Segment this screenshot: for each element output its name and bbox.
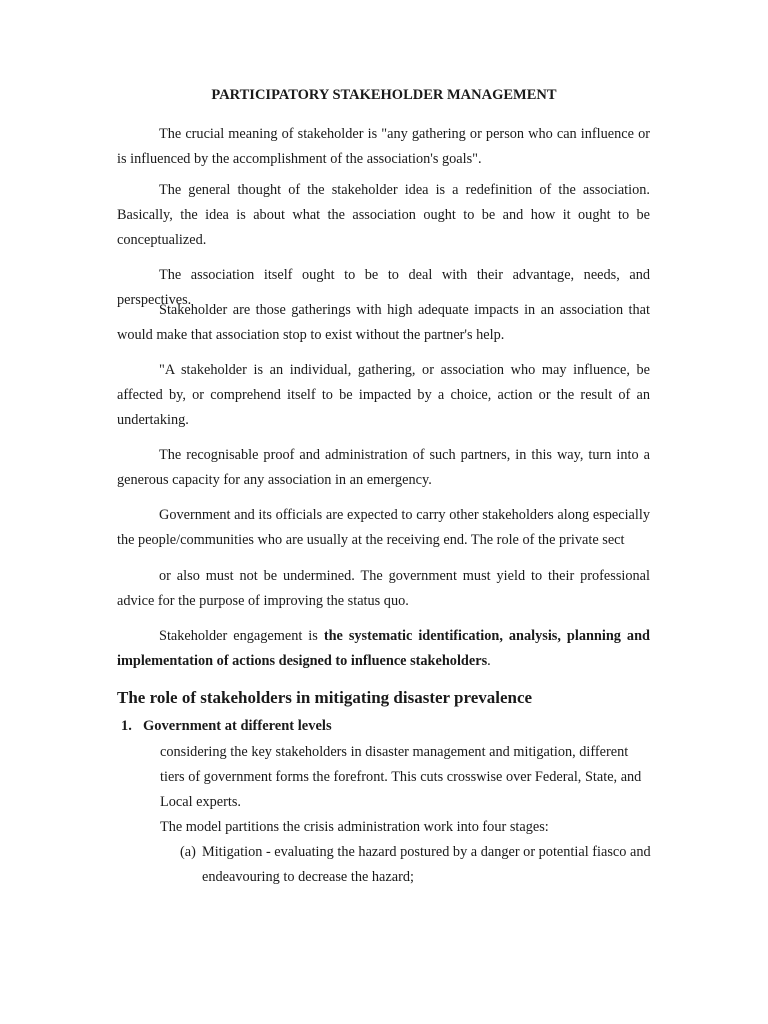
sub-item-text: Mitigation - evaluating the hazard postured by a danger or potential fiasco and endeavouring to decrease the hazard;	[202, 844, 651, 885]
sub-item-mitigation	[180, 840, 652, 890]
paragraph-government-officials: Government and its officials are expected to carry other stakeholders along especially the people/communities who are usually at the receiving end. The role of the private sect	[117, 507, 650, 548]
paragraph-association-itself: The association itself ought to be to deal with their advantage, needs, and perspectives.	[117, 267, 650, 308]
paragraph-engagement	[117, 624, 650, 674]
paragraph-definition: The crucial meaning of stakeholder is "any gathering or person who can influence or is influenced by the accomplishment of the association's goals".	[117, 126, 650, 167]
paragraph-stakeholder-quote: "A stakeholder is an individual, gathering, or association who may influence, be affected by, or comprehend itself to be impacted by a choice, action or the result of an undertaking.	[117, 362, 650, 428]
paragraph-recognisable-proof: The recognisable proof and administration of such partners, in this way, turn into a generous capacity for any association in an emergency.	[117, 447, 650, 488]
engagement-definition: the systematic identification, analysis, planning and implementation of actions designed to influence stakeholders	[117, 628, 650, 669]
sub-item-letter: (a)	[180, 844, 196, 860]
document-title: PARTICIPATORY STAKEHOLDER MANAGEMENT	[211, 87, 557, 103]
section-heading: The role of stakeholders in mitigating disaster prevalence	[117, 688, 533, 707]
list-number: 1.	[121, 718, 132, 734]
list-heading-text: Government at different levels	[143, 718, 332, 734]
list-item-heading	[121, 718, 332, 735]
engagement-prefix: Stakeholder engagement is	[159, 628, 324, 644]
model-stages-line: The model partitions the crisis administration work into four stages:	[160, 819, 549, 835]
engagement-suffix: .	[487, 653, 491, 669]
list-item-body: considering the key stakeholders in disaster management and mitigation, different tiers of government forms the forefront. This cuts crosswise over Federal, State, and Local experts.	[160, 744, 642, 810]
paragraph-private-sector: or also must not be undermined. The government must yield to their professional advice for the purpose of improving the status quo.	[117, 568, 650, 609]
paragraph-general-thought: The general thought of the stakeholder idea is a redefinition of the association. Basically, the idea is about what the association ought to be and how it ought to be conceptualized.	[117, 182, 650, 248]
paragraph-gatherings: Stakeholder are those gatherings with high adequate impacts in an association that would make that association stop to exist without the partner's help.	[117, 302, 650, 343]
